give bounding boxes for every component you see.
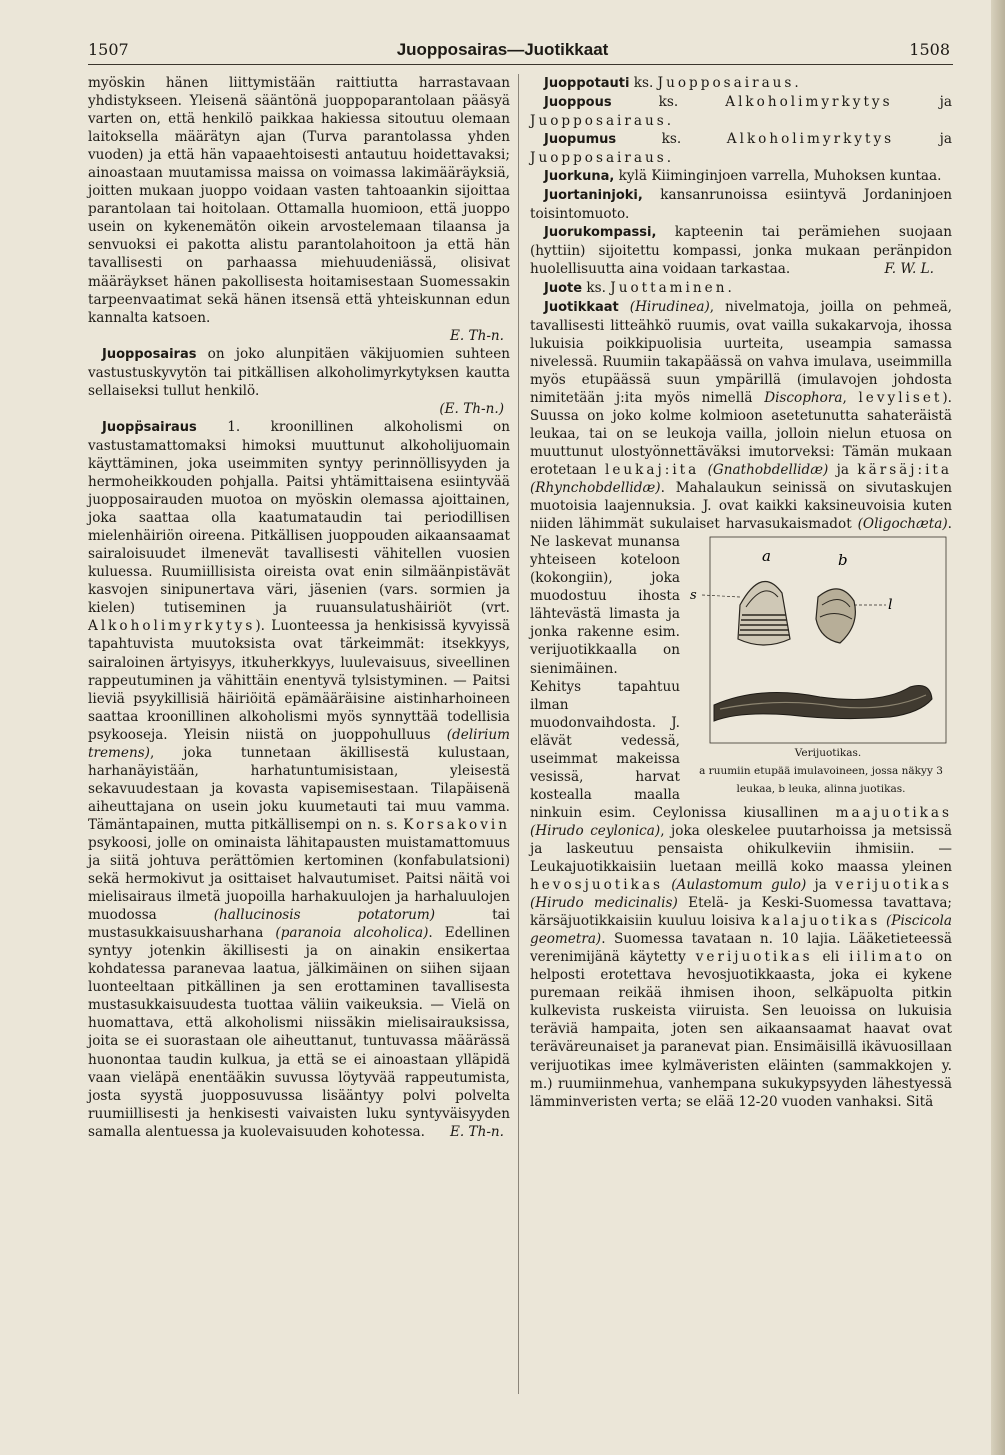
- entry-juote: Juote ks. Juottaminen.: [544, 279, 732, 296]
- left-column: [88, 74, 510, 1141]
- column-divider: [518, 74, 519, 1394]
- entry-juoppotauti: Juoppotauti ks. Juopposairaus.: [544, 75, 799, 91]
- cross-reference[interactable]: Juottaminen: [610, 279, 728, 296]
- paragraph-kehitys: Kehitys tapahtuu ilman muodonvaihdosta. J. elävät vedessä, useimmat makeissa vesissä, harvat kostealla maalla ninkuin esim. Ceylonissa kiusallinen maajuotikas (Hirudo ceylonica), joka oleskelee puutarhoissa ja metsissä ja laskeutuu pensaista ohikulkeviin ihmisiin. — Leukajuotikkaisiin luetaan meillä koko maassa yleinen hevosjuotikas (Aulastomum gulo) ja verijuotikas (Hirudo medicinalis) Etelä- ja Keski-Suomessa tavattava; kärsäjuotikkaisiin kuuluu loisiva kalajuotikas (Piscicola geometra). Suomessa tavataan n. 10 lajia. Lääketieteessä verenimijänä käytetty verijuotikas eli iilimato on helposti erotettava hevosjuotikkaasta, joka ei kykene puremaan reikää ihmisen ihoon, selkäpuolta pitkin kulkevista ruskeista viiruista. Sen leuoissa on lukuisia teräviä hampaita, joten sen aikaansaamat haavat ovat teräväreunaiset ja paranevat pian. Ensimäisillä ikävuosillaan verijuotikas imee kylmäveristen eläinten (sammakkojen y. m.) ruumiinmehua, vanhempana sukukypsyyden lähestyessä lämminveristen verta; se elää 12-20 vuoden vanhaksi. Sitä: [530, 678, 953, 1110]
- cross-reference[interactable]: Juopposairaus: [530, 113, 667, 130]
- entry-juortaninjoki: Juortaninjoki, kansanrunoissa esiintyvä Jordaninjoen toisintomuoto.: [530, 187, 952, 223]
- headword: Juopp̈sairaus: [102, 419, 197, 435]
- page-number-right: 1508: [909, 40, 950, 59]
- entry-juopposairaus: Juopp̈sairaus 1. kroonillinen alkoholismi on vastustamattomaksi himoksi muuttunut alkoholijuomain käyttäminen, joka useimmiten syntyy perinnöllisyyden ja hermoheikkouden pohjalla. Paitsi yhtämittaisena esiintyvää juopposairauden muotoa on myöskin olemassa ajoittainen, joka saattaa olla kaatumataudin tai periodillisen mielenhäiriön oireena. Pitkällisen juoppouden aikaansaamat sairaloisuudet ilmenevät tavallisesti vähitellen vuosien kuluessa. Ruumiillisista oireista ovat enin silmäänpistävät kasvojen sinipunertava väri, jäsenien (vars. sormien ja kielen) tutiseminen ja ruuansulatushäiriöt (vrt. Alkoholimyrkytys). Luonteessa ja henkisissä kyvyissä tapahtuvista muutoksista ovat tärkeimmät: itsekkyys, sairaloinen ärtyisyys, itkuherkkyys, luulevaisuus, siveellinen rappeutuminen ja vähittäin enentyvä tylsistyminen. — Paitsi lieviä psyykillisiä häiriöitä epämääräisine aistinharhoineen saattaa kroonillinen alkoholismi myös synnyttää todellisia psykooseja. Yleisin niistä on juoppohulluus (delirium tremens), joka tunnetaan äkillisestä kulustaan, harhanäyistään, harhatuntumisistaan, yleisestä sekavuudestaan ja kovasta vapisemisestaan. Tilapäisenä aiheuttajana on usein joku kuumetauti tai muu vamma. Tämäntapainen, mutta pitkällisempi on n. s. Korsakovin psykoosi, jolle on ominaista lähitapausten muistamattomuus ja siitä johtuva perättömien kertominen (konfabulatsioni) sekä hermokivut ja osittaiset halvautumiset. Paitsi näitä voi mielisairaus ilmetä juopoilla harhakuulojen ja harhaluulojen muodossa (hallucinosis potatorum) tai mustasukkaisuusharhana (paranoia alcoholica). Edellinen syntyy jotenkin äkillisesti ja on ainakin ensikertaa kohdatessa paranevaa laatua, jälkimäinen on siihen sijaan luonteeltaan pitkällinen ja sen erottaminen tavallisesta mustasukkaisuudesta tuottaa väliin vaikeuksia. — Vielä on huomattava, että alkoholismi niissäkin mielisairauksissa, joita se ei suorastaan ole aiheuttanut, tuntuvassa määrässä huonontaa taudin kulkua, ja että se ei ainoastaan ylläpidä vaan vieläpä enentääkin suvussa löytyvää rappeutumista, josta syystä juopposuvussa lisääntyy polvi polvelta ruumiillisesti ja henkisesti vaivaisten luku syntyväisyyden samalla alentuessa ja kuolevaisuuden kohotessa. E. Th-n.: [88, 418, 510, 1140]
- label-s: s: [690, 588, 697, 604]
- cross-reference[interactable]: Alkoholimyrkytys: [726, 131, 895, 148]
- figure-caption: Verijuotikas. a ruumiin etupää imulavoineen, jossa näkyy 3 leukaa, b leuka, alinna juotikas.: [699, 747, 943, 796]
- entry-juotikkaat: Juotikkaat (Hirudinea), nivelmatoja, joilla on pehmeä, tavallisesti litteähkö ruumis, ovat vailla sukakarvoja, ihossa lukuisia poikkipuolisia uurteita, useampia samassa nivelessä. Ruumiin takapäässä on vahva imulava, useimmilla myös etupäässä suun ympärillä (imulavojen johdosta nimitetään j:ita myös nimellä Discophora, levyliset). Suussa on joko kolme kolmioon asetetunutta sahateräistä leukaa, tai on se leukoja vailla, jolloin nielun etuosa on muuttunut ulostyönnettäväksi imutorveksi: Tämän mukaan erotetaan leukaj:ita (Gnathobdellidæ) ja kärsäj:ita (Rhynchobdellidæ). Mahalaukun seinissä on sivutaskujen muotoisia laajennuksia. J. ovat kaikki kaksineuvoisia kuten niiden lähimmät sukulaiset harvasukaismadot a b s l Verijuotikas. a ruumiin etupää imulavoineen, jossa näkyy 3 leukaa, b leuka, alinna juotikas. (Oligochæta). Ne laskevat munansa yhteiseen koteloon (kokongiin), joka muodostuu ihosta lähtevästä limasta ja jonka rakenne esim. verijuotikkaalla on sienimäinen.: [530, 298, 952, 678]
- signature: E. Th-n.: [449, 1123, 504, 1140]
- right-column: [530, 74, 952, 1111]
- label-l: l: [888, 597, 893, 614]
- headword: Juopposairas: [102, 346, 197, 362]
- label-a: a: [762, 547, 771, 566]
- page-title: Juopposairas—Juotikkaat: [396, 40, 609, 59]
- signature: (E. Th-n.): [439, 400, 504, 417]
- entry-juorukompassi: Juorukompassi, kapteenin tai perämiehen suojaan (hyttiin) sijoitettu kompassi, jonka mukaan peränpidon huolellisuutta aina voidaan tarkastaa. F. W. L.: [530, 224, 952, 278]
- signature: F. W. L.: [884, 261, 934, 278]
- label-b: b: [838, 551, 848, 570]
- page-number-left: 1507: [88, 40, 129, 59]
- entry-juoppous: Juoppous ks. Alkoholimyrkytys ja Juopposairaus.: [530, 94, 952, 130]
- signature: E. Th-n.: [449, 327, 504, 344]
- cross-reference[interactable]: Alkoholimyrkytys: [725, 94, 893, 111]
- entry-juorkuna: Juorkuna, kylä Kiiminginjoen varrella, Muhoksen kuntaa.: [544, 168, 942, 185]
- entry-juopposairas: Juopposairas on joko alunpitäen väkijuomien suhteen vastustuskyvytön tai pitkällisen alkoholimyrkytyksen kautta sellaiseksi tullut henkilö.: [88, 345, 510, 399]
- header-rule: [88, 64, 953, 65]
- cross-reference[interactable]: Juopposairaus: [530, 150, 667, 167]
- entry-juopumus: Juopumus ks. Alkoholimyrkytys ja Juopposairaus.: [530, 131, 952, 167]
- page-edge: [991, 0, 1005, 1455]
- paragraph-continuation: myöskin hänen liittymistään raittiutta harrastavaan yhdistykseen. Yleisenä sääntönä juoppoparantolaan pääsyä varten on, että henkilö paikkaa hakiessa sitoutuu olemaan laitoksella määrätyn ajan (Turva parantolassa yhden vuoden) ja että hän vapaaehtoisesti antautuu hoidettavaksi; ainoastaan muutamissa maissa on voimassa lakimääräyksiä, joitten mukaan juoppo voidaan vasten tahtoaankin sijoittaa parantolaan tai hoitolaan. Ottamalla huomioon, että juoppo usein on kykenemätön oikein arvostelemaan tilaansa ja senvuoksi ei pakotta alistu parantolahoitoon ja että hän tavallisesti on parhaassa miehuudeniässä, olisivat määräykset hänen pakollisesta hoitamisestaan Suomessakin tarpeenvaatimat sekä hänen itsensä että yhteiskunnan edun kannalta katsoen.: [88, 75, 510, 326]
- leech-illustration: [690, 535, 952, 747]
- cross-reference[interactable]: Juopposairaus: [657, 75, 795, 91]
- cross-reference[interactable]: Alkoholimyrkytys: [88, 618, 256, 635]
- cross-reference[interactable]: Korsakovin: [403, 816, 510, 833]
- leech-figure: [690, 535, 952, 797]
